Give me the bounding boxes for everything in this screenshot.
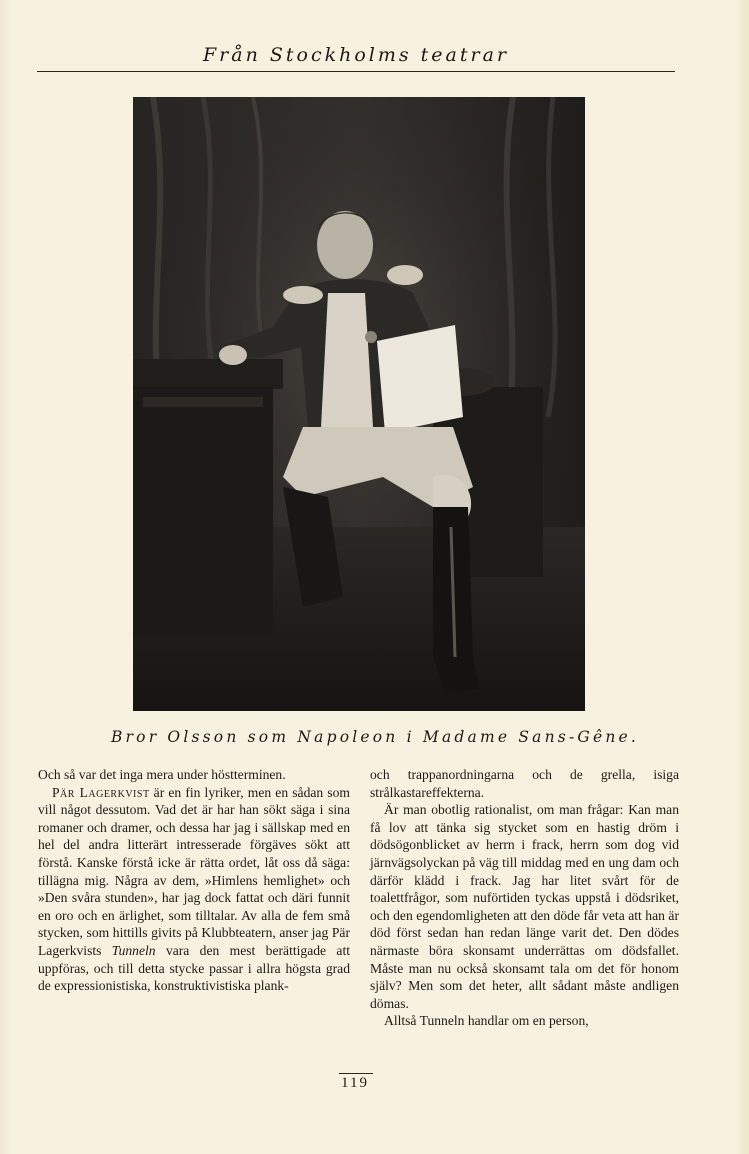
folio-rule (339, 1073, 373, 1074)
running-head: Från Stockholms teatrar (202, 44, 509, 66)
photo-caption: Bror Olsson som Napoleon i Madame Sans-Gêne. (110, 728, 640, 746)
left-paragraph-2-text-a: är en fin lyriker, men en sådan som vill något dessutom. Vad det är har han sökt säga i sina romaner och dramer, och dessa har jag i sällskap med en hel del andra litterärt intresserade förgäves sökt att förstå. Kanske förstå icke är rätta ordet, låt oss då säga: tillägna mig. Några av dem, »Himlens hemlighet» och »Den svåra stunden», har jag dock fattat och däri funnit en oro och en ärlighet, som tilltalar. Av alla de fem små stycken, som hittills givits på Klubbteatern, anser jag Pär Lagerkvists (38, 784, 350, 958)
right-paragraph-1: och trappanordningarna och de grella, isiga strålkastareffekterna. (370, 767, 679, 800)
portrait-photo (133, 97, 585, 711)
right-column (370, 766, 679, 1030)
author-name: Pär Lagerkvist (52, 784, 150, 800)
left-paragraph-2-text-b: vara den mest berättigade att uppföras, och till detta stycke passar i allra högsta grad de expressionistiska, konstruktivistiska plank- (38, 942, 350, 994)
play-title: Tunneln (111, 942, 156, 958)
right-paragraph-3: Alltså Tunneln handlar om en person, (384, 1013, 589, 1029)
page-number: 119 (341, 1075, 369, 1091)
napoleon-photo-illustration (133, 97, 585, 711)
left-paragraph-2 (38, 784, 350, 995)
left-paragraph-1: Och så var det inga mera under höstterminen. (38, 767, 286, 782)
right-paragraph-2: Är man obotlig rationalist, om man frågar: Kan man få lov att tänka sig stycket som en hastig dröm i dödsögonblicket av herrn i frack, herrn som dog vid järnvägsolyckan på väg till middag med en ung dam och därför klädd i frack. Jag har litet svårt för de toalettfrågor, som nuförtiden tyckas uppstå i dödsriket, och den egendomligheten att den döde får veta att han är död först sedan han redan länge varit det. Den dödes närmaste böra skonsamt underrättas om dödsfallet. Måste man nu också skonsamt tala om det för honom själv? Men som det heter, allt sådant måste andligen dömas. (370, 802, 679, 1011)
left-column (38, 766, 350, 995)
header-rule (37, 71, 675, 72)
